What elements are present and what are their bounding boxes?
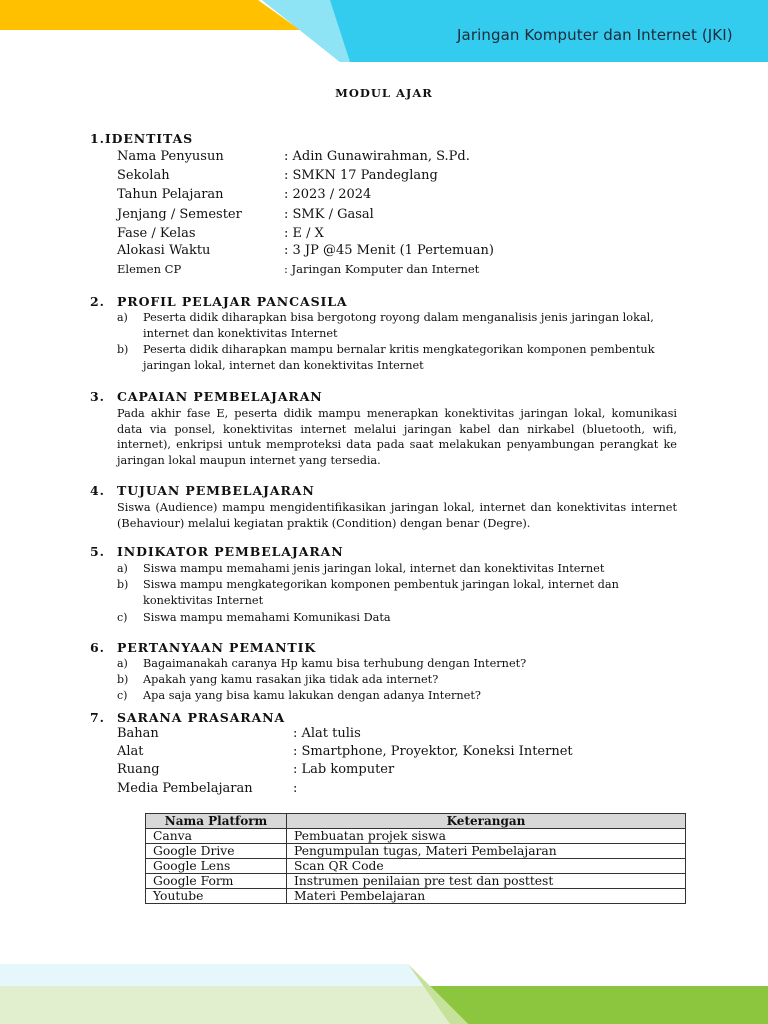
list-text-line: internet dan konektivitas Internet bbox=[143, 326, 338, 340]
platform-name: Google Form bbox=[146, 874, 287, 889]
facility-value: : Lab komputer bbox=[293, 762, 395, 777]
media-table bbox=[145, 813, 686, 904]
section-heading-identitas bbox=[90, 131, 193, 146]
table-header-cell: Nama Platform bbox=[146, 814, 287, 829]
list-text-line: Siswa mampu mengkategorikan komponen pembentuk jaringan lokal, internet dan bbox=[143, 578, 619, 591]
identity-value: : Jaringan Komputer dan Internet bbox=[284, 262, 480, 276]
identity-key: Fase / Kelas bbox=[117, 226, 196, 241]
platform-description: Pembuatan projek siswa bbox=[287, 829, 686, 844]
list-text-line: Apa saja yang bisa kamu lakukan dengan adanya Internet? bbox=[143, 689, 481, 702]
facility-value: : Smartphone, Proyektor, Koneksi Internet bbox=[293, 744, 573, 759]
section-number: 3. bbox=[90, 389, 105, 404]
identity-value: : 2023 / 2024 bbox=[284, 187, 372, 202]
table-row bbox=[146, 874, 686, 889]
identity-value: : Adin Gunawirahman, S.Pd. bbox=[284, 149, 470, 164]
list-marker: b) bbox=[117, 578, 129, 591]
table-row bbox=[146, 889, 686, 904]
table-header-cell: Keterangan bbox=[287, 814, 686, 829]
list-text-line: Peserta didik diharapkan mampu bernalar kritis mengkategorikan komponen pembentuk bbox=[143, 343, 655, 356]
identity-key: Sekolah bbox=[117, 168, 170, 183]
list-marker: a) bbox=[117, 311, 128, 324]
section-number: 2. bbox=[90, 294, 105, 309]
section-title: PROFIL PELAJAR PANCASILA bbox=[117, 294, 348, 309]
platform-name: Youtube bbox=[146, 889, 287, 904]
capaian-paragraph: Pada akhir fase E, peserta didik mampu menerapkan konektivitas jaringan lokal, komunikasi data via ponsel, konektivitas internet melalui jaringan kabel dan nirkabel (bluetooth, wifi, internet), enkripsi untuk memproteksi data pada saat melakukan penyambungan perangkat ke jaringan lokal maupun internet yang tersedia. bbox=[117, 407, 677, 467]
platform-description: Scan QR Code bbox=[287, 859, 686, 874]
facility-key: Media Pembelajaran bbox=[117, 781, 253, 796]
footer-banner bbox=[0, 960, 768, 1024]
identity-key: Tahun Pelajaran bbox=[117, 187, 224, 202]
facility-key: Alat bbox=[117, 744, 144, 759]
section-number: 4. bbox=[90, 483, 105, 498]
list-text-line: Bagaimanakah caranya Hp kamu bisa terhubung dengan Internet? bbox=[143, 657, 527, 670]
section-title: INDIKATOR PEMBELAJARAN bbox=[117, 544, 344, 559]
facility-value: : Alat tulis bbox=[293, 726, 361, 741]
identity-key: Elemen CP bbox=[117, 262, 182, 276]
section-title: TUJUAN PEMBELAJARAN bbox=[117, 483, 315, 498]
list-marker: a) bbox=[117, 657, 128, 670]
platform-description: Materi Pembelajaran bbox=[287, 889, 686, 904]
platform-name: Google Lens bbox=[146, 859, 287, 874]
list-text-line: Siswa mampu memahami jenis jaringan lokal, internet dan konektivitas Internet bbox=[143, 562, 605, 575]
facility-key: Ruang bbox=[117, 762, 160, 777]
platform-name: Google Drive bbox=[146, 844, 287, 859]
list-marker: c) bbox=[117, 611, 128, 624]
table-header-row bbox=[146, 814, 686, 829]
section-number: 5. bbox=[90, 544, 105, 559]
section-number: 6. bbox=[90, 640, 105, 655]
identity-value: : E / X bbox=[284, 226, 324, 241]
platform-description: Instrumen penilaian pre test dan posttest bbox=[287, 874, 686, 889]
list-marker: b) bbox=[117, 343, 129, 356]
section-number: 7. bbox=[90, 710, 105, 725]
section-title: IDENTITAS bbox=[104, 131, 194, 146]
header-title: Jaringan Komputer dan Internet (JKI) bbox=[457, 26, 733, 44]
table-row bbox=[146, 859, 686, 874]
identity-key: Nama Penyusun bbox=[117, 149, 224, 164]
table-row bbox=[146, 844, 686, 859]
list-text-line: Apakah yang kamu rasakan jika tidak ada internet? bbox=[143, 673, 439, 686]
list-marker: b) bbox=[117, 673, 129, 686]
section-title: SARANA PRASARANA bbox=[117, 710, 286, 725]
section-number: 1. bbox=[90, 131, 105, 146]
platform-name: Canva bbox=[146, 829, 287, 844]
list-text-line: konektivitas Internet bbox=[143, 593, 264, 607]
list-text-line: Peserta didik diharapkan bisa bergotong royong dalam menganalisis jenis jaringan lokal, bbox=[143, 311, 654, 324]
platform-description: Pengumpulan tugas, Materi Pembelajaran bbox=[287, 844, 686, 859]
facility-key: Bahan bbox=[117, 726, 159, 741]
identity-key: Jenjang / Semester bbox=[117, 207, 242, 222]
identity-value: : SMKN 17 Pandeglang bbox=[284, 168, 438, 183]
list-text-line: jaringan lokal, internet dan konektivitas Internet bbox=[143, 358, 424, 372]
list-marker: c) bbox=[117, 689, 128, 702]
list-text-line: Siswa mampu memahami Komunikasi Data bbox=[143, 611, 391, 624]
identity-value: : 3 JP @45 Menit (1 Pertemuan) bbox=[284, 243, 494, 258]
facility-value: : bbox=[293, 781, 298, 796]
table-row bbox=[146, 829, 686, 844]
identity-value: : SMK / Gasal bbox=[284, 207, 374, 222]
list-marker: a) bbox=[117, 562, 128, 575]
section-title: PERTANYAAN PEMANTIK bbox=[117, 640, 317, 655]
section-title: CAPAIAN PEMBELAJARAN bbox=[117, 389, 323, 404]
page-title: MODUL AJAR bbox=[335, 86, 433, 100]
tujuan-paragraph: Siswa (Audience) mampu mengidentifikasikan jaringan lokal, internet dan konektivitas internet (Behaviour) melalui kegiatan praktik (Condition) dengan benar (Degre). bbox=[117, 501, 677, 530]
identity-key: Alokasi Waktu bbox=[117, 243, 211, 258]
